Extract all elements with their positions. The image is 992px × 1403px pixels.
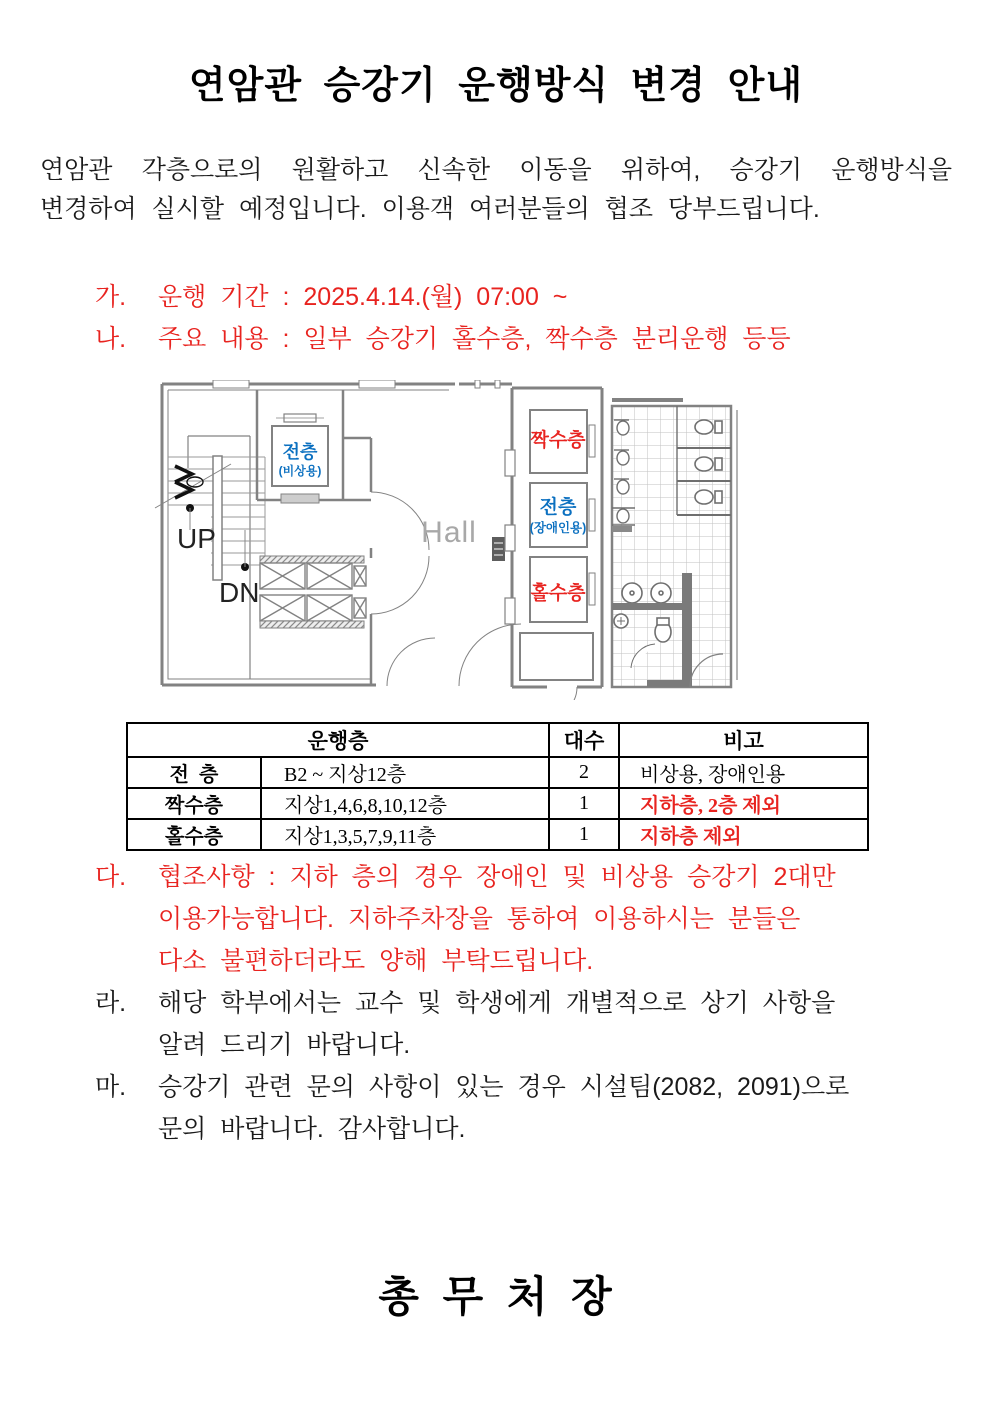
- item-line: 이용가능합니다. 지하주차장을 통하여 이용하시는 분들은: [158, 905, 801, 933]
- intro-line: 변경하여 실시할 예정입니다. 이용객 여러분들의 협조 당부드립니다.: [40, 195, 820, 223]
- table-row: [127, 819, 868, 850]
- header-operating-floors: 운행층: [127, 723, 549, 757]
- signature-title: 총 무 처 장: [378, 1273, 614, 1320]
- elevator-all-label: 전층: [539, 497, 577, 518]
- cell-note: 지하층, 2층 제외: [619, 788, 868, 819]
- elevator-emergency-label: 전층: [282, 442, 318, 462]
- cell-name: 짝수층: [127, 788, 261, 819]
- item-line: 다소 불편하더라도 양해 부탁드립니다.: [158, 947, 594, 975]
- cell-name: 전 층: [127, 757, 261, 788]
- item-line: 협조사항 : 지하 층의 경우 장애인 및 비상용 승강기 2대만: [158, 863, 836, 891]
- item-line: 운행 기간 : 2025.4.14.(월) 07:00 ~: [158, 283, 568, 311]
- cell-name: 홀수층: [127, 819, 261, 850]
- notice-items-top: [95, 276, 955, 360]
- floor-plan-image: [153, 380, 745, 700]
- stair-dn-label: DN: [219, 577, 260, 608]
- item-line: 문의 바랍니다. 감사합니다.: [158, 1115, 466, 1143]
- item-marker: 가.: [95, 283, 127, 311]
- toilet-icon: [695, 457, 722, 471]
- floor-plan-svg: [153, 380, 745, 700]
- hall-doors: [371, 438, 521, 686]
- item-marker: 다.: [95, 863, 127, 891]
- restroom-wall: [682, 573, 692, 680]
- cell-count: 2: [549, 757, 619, 788]
- restroom-wall: [647, 680, 692, 687]
- cell-note: 비상용, 장애인용: [619, 757, 868, 788]
- notice-item-ma: [95, 1066, 955, 1150]
- cell-floors: B2 ~ 지상12층: [261, 757, 549, 788]
- hall-label: Hall: [421, 516, 477, 549]
- restroom: [612, 400, 737, 687]
- toilet-icon: [695, 490, 722, 504]
- notice-items-bottom: [95, 856, 955, 1150]
- intro-paragraph: [40, 151, 952, 229]
- hall-top-wall: [459, 380, 512, 388]
- operation-table: [126, 722, 869, 851]
- table-row: [127, 788, 868, 819]
- notice-item-na: [95, 318, 955, 360]
- partition-wall: [612, 526, 632, 532]
- table-row: [127, 757, 868, 788]
- accessible-toilet-icon: [655, 618, 671, 642]
- page-title: 연암관 승강기 운행방식 변경 안내: [188, 65, 804, 107]
- notice-item-ra: [95, 982, 955, 1066]
- stair-rail: [213, 456, 222, 580]
- stair-up-label: UP: [177, 523, 216, 554]
- cell-note: 지하층 제외: [619, 819, 868, 850]
- elevator-odd-label: 홀수층: [530, 583, 586, 604]
- cell-floors: 지상1,4,6,8,10,12층: [261, 788, 549, 819]
- elevator-even-label: 짝수층: [530, 430, 586, 451]
- item-marker: 라.: [95, 989, 127, 1017]
- cell-count: 1: [549, 788, 619, 819]
- header-note: 비고: [619, 723, 868, 757]
- item-marker: 나.: [95, 325, 127, 353]
- intro-line: 연암관 각층으로의 원활하고 신속한 이동을 위하여, 승강기 운행방식을: [40, 156, 952, 184]
- elevator-call-panel: [492, 537, 505, 561]
- header-count: 대수: [549, 723, 619, 757]
- item-marker: 마.: [95, 1073, 127, 1101]
- elevator-emergency-sublabel: (비상용): [278, 464, 322, 478]
- elevator-all-sublabel: (장애인용): [529, 521, 587, 535]
- notice-item-da: [95, 856, 955, 982]
- item-line: 해당 학부에서는 교수 및 학생에게 개별적으로 상기 사항을: [158, 989, 836, 1017]
- item-line: 승강기 관련 문의 사항이 있는 경우 시설팀(2082, 2091)으로: [158, 1073, 850, 1101]
- restroom-wall: [612, 603, 682, 610]
- cell-count: 1: [549, 819, 619, 850]
- item-line: 알려 드리기 바랍니다.: [158, 1031, 411, 1059]
- toilet-icon: [695, 420, 722, 434]
- item-line: 주요 내용 : 일부 승강기 홀수층, 짝수층 분리운행 등등: [158, 325, 791, 353]
- cell-floors: 지상1,3,5,7,9,11층: [261, 819, 549, 850]
- table-header-row: [127, 723, 868, 757]
- shaft-boxes: [260, 556, 366, 628]
- notice-item-ga: [95, 276, 955, 318]
